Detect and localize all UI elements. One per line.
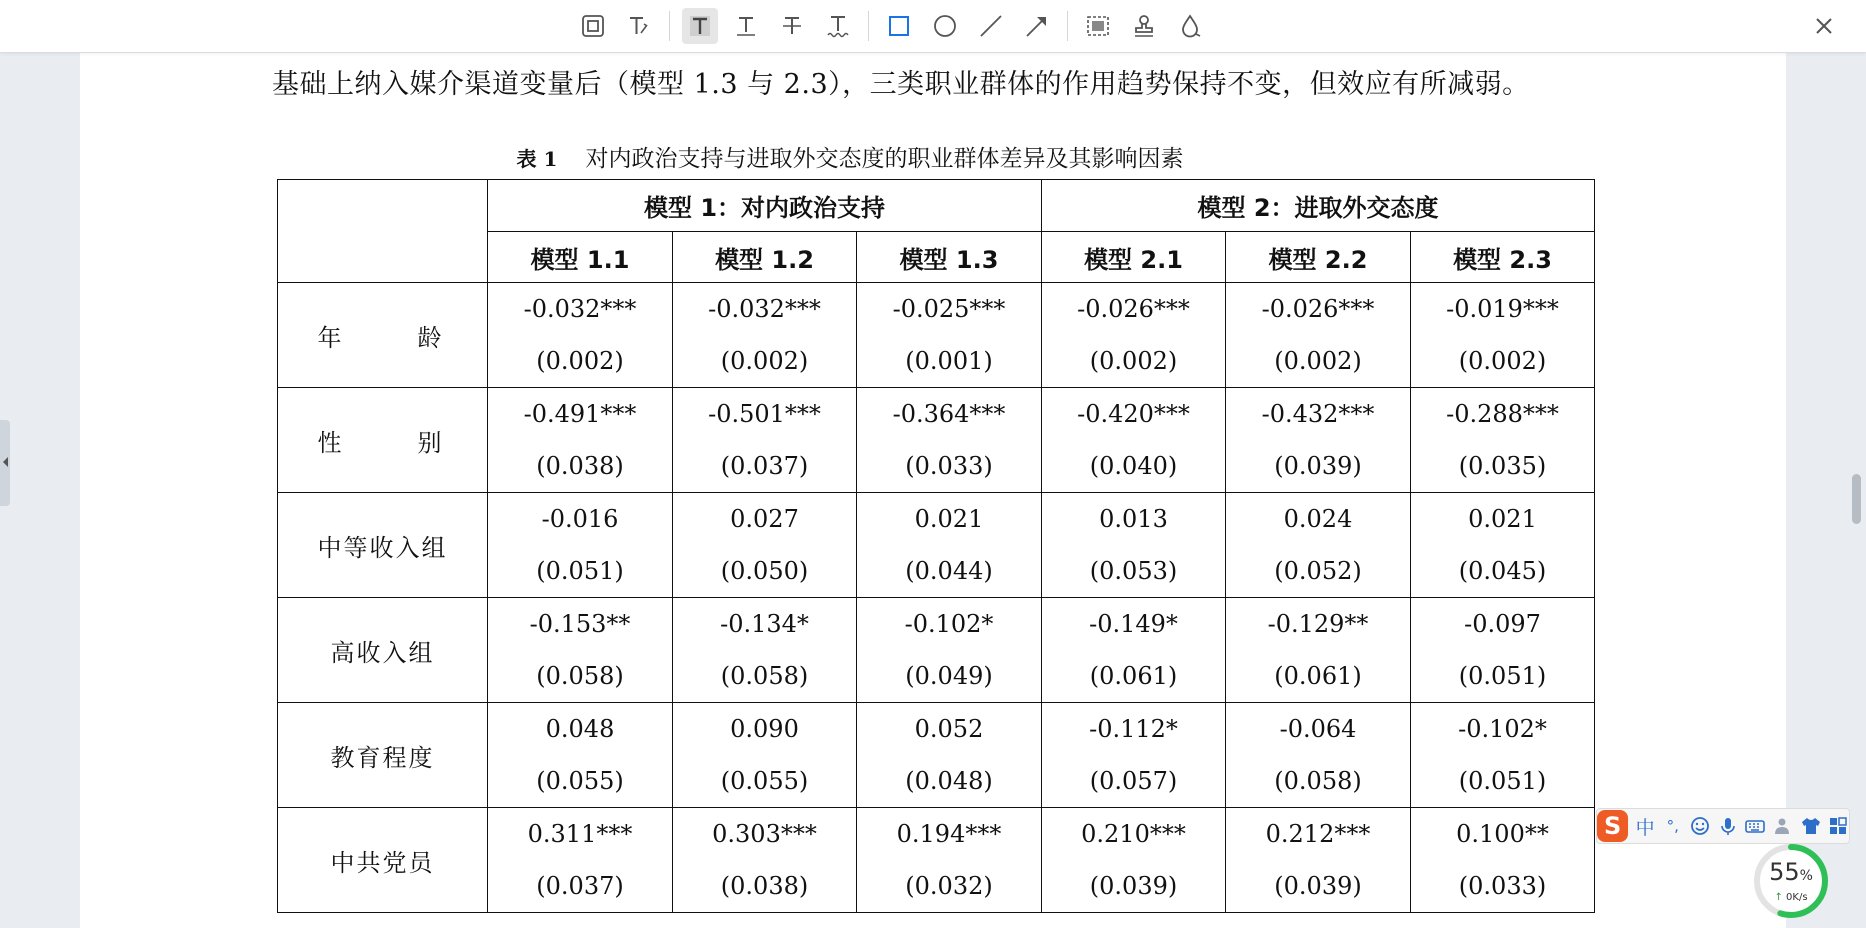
coefficient: -0.129** [1267, 610, 1369, 638]
ime-language-toggle[interactable]: 中 [1635, 816, 1655, 839]
standard-error: (0.002) [536, 347, 624, 375]
standard-error: (0.057) [1089, 767, 1178, 795]
table-cell [1226, 493, 1411, 598]
collapse-left-icon [1, 456, 9, 468]
usage-percent [1752, 858, 1830, 886]
squiggly-underline-icon [825, 13, 851, 39]
coefficient: -0.019*** [1446, 295, 1559, 323]
skin-icon [1801, 816, 1821, 836]
standard-error: (0.049) [905, 662, 993, 690]
table-cell [1226, 388, 1411, 493]
standard-error: (0.058) [720, 662, 809, 690]
typewriter-tool[interactable] [621, 8, 657, 44]
coefficient: -0.032*** [523, 295, 637, 323]
toolbar-separator [868, 11, 869, 41]
table-cell [488, 283, 673, 388]
standard-error: (0.051) [1458, 662, 1547, 690]
table-cell [1042, 703, 1226, 808]
table-cell [488, 388, 673, 493]
standard-error: (0.032) [905, 872, 993, 900]
coefficient: -0.134* [720, 610, 809, 638]
row-label: 中共党员 [278, 808, 488, 913]
standard-error: (0.052) [1274, 557, 1362, 585]
ime-punctuation-toggle[interactable]: °, [1666, 817, 1679, 835]
strikethrough-tool[interactable] [774, 8, 810, 44]
table-cell [1411, 493, 1595, 598]
table-cell [1042, 283, 1226, 388]
row-label: 性 别 [278, 388, 488, 493]
table-cell [488, 703, 673, 808]
table-row [278, 703, 1595, 808]
table-cell [1411, 598, 1595, 703]
stamp-icon [1131, 13, 1157, 39]
standard-error: (0.061) [1274, 662, 1362, 690]
arrow-tool[interactable] [1019, 8, 1055, 44]
toolbar-separator [669, 11, 670, 41]
coefficient: -0.026*** [1261, 295, 1375, 323]
ime-voice-button[interactable] [1717, 815, 1739, 837]
standard-error: (0.038) [720, 872, 809, 900]
ink-tool[interactable] [1172, 8, 1208, 44]
row-label: 中等收入组 [278, 493, 488, 598]
user-icon [1773, 816, 1793, 836]
table-cell [1226, 598, 1411, 703]
standard-error: (0.001) [905, 347, 993, 375]
standard-error: (0.002) [1089, 347, 1178, 375]
table-row [278, 808, 1595, 913]
table-cell [673, 493, 857, 598]
close-icon [1815, 17, 1833, 35]
standard-error: (0.053) [1089, 557, 1178, 585]
line-tool[interactable] [973, 8, 1009, 44]
standard-error: (0.037) [536, 872, 624, 900]
rectangle-tool[interactable] [881, 8, 917, 44]
coefficient: -0.112* [1089, 715, 1178, 743]
typewriter-icon [626, 13, 652, 39]
annotation-toolbar [0, 0, 1866, 53]
standard-error: (0.058) [536, 662, 624, 690]
row-label: 高收入组 [278, 598, 488, 703]
standard-error: (0.051) [536, 557, 624, 585]
usage-percent-unit: % [1799, 868, 1813, 884]
stamp-tool[interactable] [1126, 8, 1162, 44]
table-row [278, 598, 1595, 703]
table-cell [1411, 703, 1595, 808]
coefficient: 0.052 [914, 715, 984, 743]
line-icon [978, 13, 1004, 39]
standard-error: (0.039) [1274, 452, 1362, 480]
row-label: 教育程度 [278, 703, 488, 808]
coefficient: -0.025*** [892, 295, 1006, 323]
microphone-icon [1718, 816, 1738, 836]
toolbar-separator [1067, 11, 1068, 41]
ime-logo[interactable]: S [1597, 810, 1628, 842]
regression-table [277, 179, 1595, 913]
table-cell [673, 388, 857, 493]
coefficient: 0.027 [730, 505, 799, 533]
coefficient: -0.016 [541, 505, 619, 533]
table-cell [488, 598, 673, 703]
table-body [278, 283, 1595, 913]
table-cell [1042, 493, 1226, 598]
ime-toolbox-button[interactable] [1827, 815, 1849, 837]
rectangle-icon [886, 13, 912, 39]
ime-toolbar [1596, 808, 1850, 844]
coefficient: -0.102* [904, 610, 994, 638]
standard-error: (0.037) [720, 452, 809, 480]
table-row [278, 283, 1595, 388]
table-cell [673, 808, 857, 913]
group-header-model-1: 模型 1：对内政治支持 [488, 180, 1042, 232]
vertical-scrollbar-thumb[interactable] [1852, 474, 1861, 524]
close-button[interactable] [1810, 12, 1838, 40]
coefficient: 0.021 [1468, 505, 1537, 533]
underline-tool[interactable] [728, 8, 764, 44]
table-cell [488, 493, 673, 598]
ime-emoji-button[interactable] [1690, 815, 1712, 837]
emoji-icon [1690, 816, 1710, 836]
standard-error: (0.050) [720, 557, 809, 585]
standard-error: (0.002) [1274, 347, 1362, 375]
table-cell [857, 598, 1042, 703]
table-label: 表 1 [516, 147, 558, 171]
ellipse-icon [932, 13, 958, 39]
table-cell [1411, 388, 1595, 493]
standard-error: (0.048) [905, 767, 993, 795]
highlight-text-tool[interactable] [682, 8, 718, 44]
model-header: 模型 1.3 [857, 232, 1042, 283]
coefficient: -0.032*** [708, 295, 821, 323]
coefficient: 0.100** [1456, 820, 1549, 848]
ime-keyboard-button[interactable] [1745, 815, 1767, 837]
coefficient: 0.090 [730, 715, 799, 743]
table-cell [857, 493, 1042, 598]
document-page [80, 52, 1786, 928]
standard-error: (0.058) [1274, 767, 1362, 795]
table-cell [1226, 808, 1411, 913]
sidebar-toggle[interactable] [0, 420, 10, 506]
ime-account-button[interactable] [1772, 815, 1794, 837]
table-title: 对内政治支持与进取外交态度的职业群体差异及其影响因素 [585, 146, 1184, 172]
standard-error: (0.044) [905, 557, 993, 585]
empty-corner-cell [278, 180, 488, 283]
table-row [278, 388, 1595, 493]
coefficient: 0.212*** [1265, 820, 1371, 848]
standard-error: (0.045) [1458, 557, 1547, 585]
standard-error: (0.040) [1089, 452, 1178, 480]
standard-error: (0.038) [536, 452, 624, 480]
group-header-model-2: 模型 2：进取外交态度 [1042, 180, 1595, 232]
coefficient: 0.194*** [896, 820, 1002, 848]
coefficient: -0.364*** [892, 400, 1006, 428]
standard-error: (0.039) [1089, 872, 1178, 900]
coefficient: -0.064 [1279, 715, 1357, 743]
coefficient: -0.501*** [708, 400, 821, 428]
coefficient: -0.491*** [523, 400, 637, 428]
coefficient: 0.210*** [1081, 820, 1186, 848]
network-speed-widget[interactable] [1752, 842, 1830, 920]
keyboard-icon [1745, 816, 1765, 836]
standard-error: (0.061) [1089, 662, 1178, 690]
coefficient: -0.432*** [1261, 400, 1375, 428]
model-header: 模型 1.2 [673, 232, 857, 283]
standard-error: (0.033) [905, 452, 993, 480]
standard-error: (0.051) [1458, 767, 1547, 795]
coefficient: 0.013 [1099, 505, 1168, 533]
model-header: 模型 2.1 [1042, 232, 1226, 283]
toolbar-tools [570, 8, 1213, 44]
standard-error: (0.002) [720, 347, 809, 375]
upload-speed [1752, 892, 1830, 903]
table-row [278, 493, 1595, 598]
highlight-text-icon [687, 13, 713, 39]
area-highlight-tool[interactable] [1080, 8, 1116, 44]
table-cell [857, 283, 1042, 388]
ink-drop-icon [1177, 13, 1203, 39]
table-cell [1042, 598, 1226, 703]
usage-percent-value: 55 [1769, 858, 1800, 886]
coefficient: -0.102* [1458, 715, 1547, 743]
coefficient: -0.153** [529, 610, 631, 638]
coefficient: 0.024 [1283, 505, 1353, 533]
coefficient: -0.288*** [1446, 400, 1559, 428]
coefficient: 0.048 [545, 715, 615, 743]
table-cell [1226, 703, 1411, 808]
standard-error: (0.055) [536, 767, 624, 795]
model-header: 模型 1.1 [488, 232, 673, 283]
table-cell [1042, 388, 1226, 493]
ellipse-tool[interactable] [927, 8, 963, 44]
coefficient: 0.311*** [527, 820, 633, 848]
coefficient: 0.303*** [712, 820, 817, 848]
strikethrough-icon [779, 13, 805, 39]
standard-error: (0.033) [1458, 872, 1547, 900]
model-header: 模型 2.2 [1226, 232, 1411, 283]
coefficient: -0.097 [1464, 610, 1541, 638]
table-cell [857, 388, 1042, 493]
table-cell [857, 703, 1042, 808]
grid-icon [1828, 816, 1848, 836]
table-cell [1226, 283, 1411, 388]
coefficient: -0.026*** [1077, 295, 1190, 323]
upload-arrow-icon: ↑ [1774, 892, 1783, 903]
coefficient: 0.021 [914, 505, 984, 533]
table-cell [488, 808, 673, 913]
table-cell [1411, 283, 1595, 388]
text-box-icon [580, 13, 606, 39]
table-cell [673, 703, 857, 808]
model-header: 模型 2.3 [1411, 232, 1595, 283]
table-cell [673, 283, 857, 388]
table-caption [80, 140, 1620, 173]
standard-error: (0.039) [1274, 872, 1362, 900]
group-header-row [278, 180, 1595, 232]
table-cell [857, 808, 1042, 913]
table-cell [1042, 808, 1226, 913]
upload-speed-value: 0K/s [1786, 892, 1808, 903]
ime-skin-button[interactable] [1800, 815, 1822, 837]
standard-error: (0.035) [1458, 452, 1547, 480]
text-box-tool[interactable] [575, 8, 611, 44]
area-highlight-icon [1085, 13, 1111, 39]
body-text: 基础上纳入媒介渠道变量后（模型 1.3 与 2.3），三类职业群体的作用趋势保持不变，但效应有所减弱。 [272, 69, 1530, 100]
row-label: 年 龄 [278, 283, 488, 388]
coefficient: -0.420*** [1077, 400, 1190, 428]
coefficient: -0.149* [1089, 610, 1178, 638]
standard-error: (0.002) [1458, 347, 1547, 375]
standard-error: (0.055) [720, 767, 809, 795]
underline-text-icon [733, 13, 759, 39]
squiggly-tool[interactable] [820, 8, 856, 44]
table-cell [673, 598, 857, 703]
table-cell [1411, 808, 1595, 913]
arrow-icon [1024, 13, 1050, 39]
